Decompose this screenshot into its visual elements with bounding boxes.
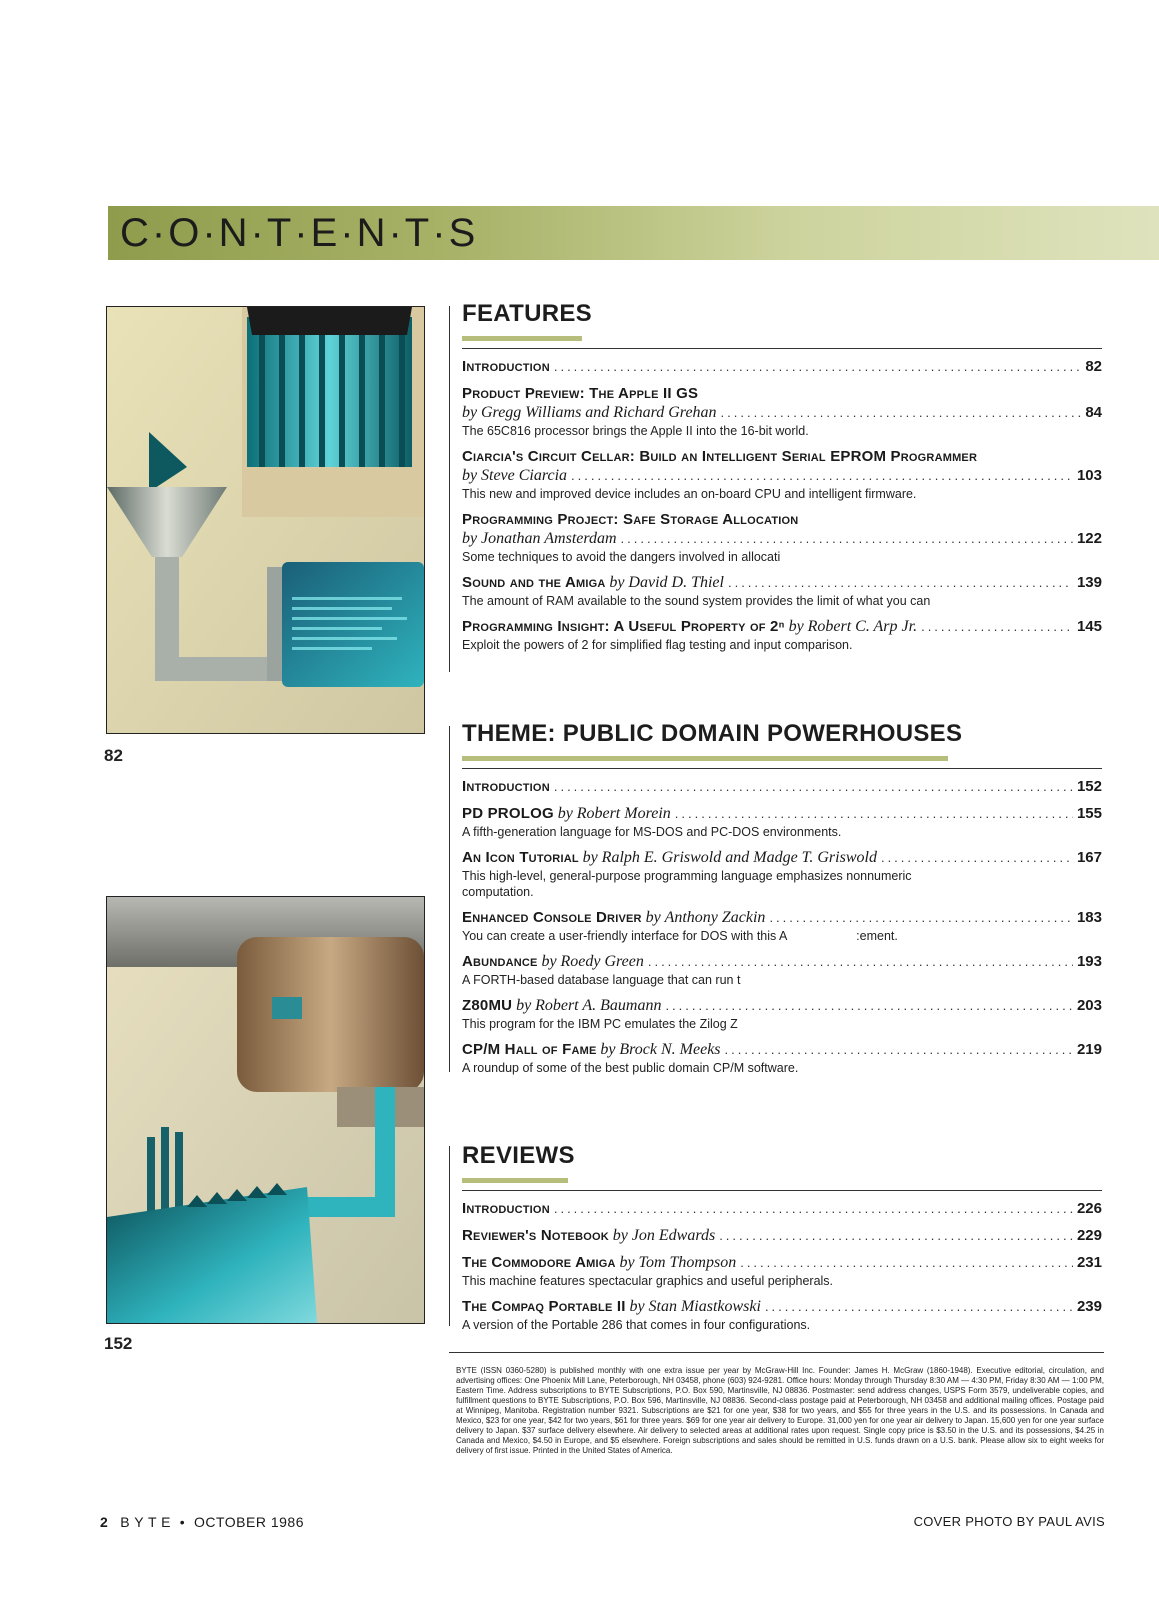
entry-author: Roedy Green xyxy=(560,953,644,970)
entry-author: Tom Thompson xyxy=(638,1254,737,1271)
entry-by: by xyxy=(629,1298,645,1315)
entry-author: Steve Ciarcia xyxy=(481,467,568,484)
page-number: 139 xyxy=(1076,574,1102,591)
entry-by: by xyxy=(462,404,478,421)
entry-author: Jon Edwards xyxy=(631,1227,716,1244)
entry-by: by xyxy=(645,909,661,926)
entry-by: by xyxy=(612,1227,628,1244)
leader-dots xyxy=(765,1297,1073,1316)
entry-author: Gregg Williams and Richard Grehan xyxy=(481,404,717,421)
entry-description: This new and improved device includes an on-board CPU and intelligent firmware. xyxy=(462,487,917,501)
page-number: 103 xyxy=(1076,467,1102,484)
toc-entry[interactable] xyxy=(462,1199,1102,1218)
section-accent-bar xyxy=(462,336,582,341)
toc-entry[interactable] xyxy=(462,777,1102,796)
entry-title: An Icon Tutorial xyxy=(462,849,579,866)
column-divider xyxy=(449,306,450,672)
toc-entry[interactable] xyxy=(462,384,1102,439)
entry-by: by xyxy=(619,1254,635,1271)
entry-description: This program for the IBM PC emulates the Zilog Z xyxy=(462,1017,738,1031)
reviews-section xyxy=(462,1142,1102,1341)
entry-by: by xyxy=(609,574,625,591)
column-divider xyxy=(449,1146,450,1326)
toc-entry[interactable] xyxy=(462,447,1102,502)
entry-description: Exploit the powers of 2 for simplified flag testing and input comparison. xyxy=(462,638,853,652)
figure-label: 152 xyxy=(104,1334,133,1353)
entry-description: The 65C816 processor brings the Apple II into the 16-bit world. xyxy=(462,424,809,438)
page-number: 2 xyxy=(100,1514,109,1530)
page-number: 239 xyxy=(1076,1298,1102,1315)
section-title: FEATURES xyxy=(462,300,592,327)
column-divider xyxy=(449,726,450,1072)
toc-entry[interactable] xyxy=(462,1226,1102,1245)
entry-description: A version of the Portable 286 that comes in four configurations. xyxy=(462,1318,811,1332)
entry-title: Reviewer's Notebook xyxy=(462,1227,609,1244)
magazine-issue: B Y T E • OCTOBER 1986 xyxy=(120,1514,304,1530)
toc-entry[interactable] xyxy=(462,996,1102,1032)
page-number: 219 xyxy=(1076,1041,1102,1058)
entry-title: CP/M Hall of Fame xyxy=(462,1041,597,1058)
page-number: 203 xyxy=(1076,997,1102,1014)
toc-entry[interactable] xyxy=(462,1297,1102,1333)
entry-description: A FORTH-based database language that can run t xyxy=(462,973,741,987)
page-title: C·O·N·T·E·N·T·S xyxy=(120,211,479,255)
page-number: 145 xyxy=(1076,618,1102,635)
entry-author: Ralph E. Griswold and Madge T. Griswold xyxy=(601,849,877,866)
leader-dots xyxy=(665,996,1073,1015)
entry-title: The Compaq Portable II xyxy=(462,1298,626,1315)
entry-description: The amount of RAM available to the sound system provides the limit of what you can xyxy=(462,594,931,608)
entry-by: by xyxy=(582,849,598,866)
leader-dots xyxy=(719,1226,1073,1245)
page-number: 183 xyxy=(1076,909,1102,926)
entry-title: Ciarcia's Circuit Cellar: Build an Intelligent Serial EPROM Programmer xyxy=(462,448,978,465)
page-number: 155 xyxy=(1076,805,1102,822)
publication-notice: BYTE (ISSN 0360-5280) is published monthly with one extra issue per year by McGraw-Hill Inc. Founder: James H. McGraw (1860-1948). Executive editorial, circulation, and advertising offices: One Phoenix Mill Lane, Peterborough, NH 03458, phone (603) 924-9281. Office hours: Monday through Thursday 8:30 AM — 4:30 PM, Friday 8:30 AM — 1:00 PM, Eastern Time. Address subscriptions to BYTE Subscriptions, P.O. Box 590, Martinsville, NJ 08836. Postmaster: send address changes, USPS Form 3579, undeliverable copies, and fulfillment questions to BYTE Subscriptions, P.O. Box 596, Martinsville, NJ 08836. Second-class postage paid at Peterborough, NH 03458 and additional mailing offices. Postage paid at Winnipeg, Manitoba. Registration number 9321. Subscriptions are $21 for one year, $38 for two years, and $55 for three years in the U.S. and its possessions. In Canada and Mexico, $23 for one year, $42 for two years, $61 for three years. $69 for one year air delivery to Europe. 31,000 yen for one year air delivery to Japan. 15,600 yen for one year surface delivery to Japan. $37 surface delivery elsewhere. Air delivery to selected areas at additional rates upon request. Single copy price is $3.50 in the U.S. and its possessions, $4.25 in Canada and Mexico, $4.50 in Europe, and $5 elsewhere. Foreign subscriptions and sales should be remitted in U.S. funds drawn on a U.S. bank. Please allow six to eight weeks for delivery of first issue. Printed in the United States of America. xyxy=(456,1366,1104,1455)
features-section xyxy=(462,300,1102,661)
toc-entry[interactable] xyxy=(462,952,1102,988)
section-rule xyxy=(462,348,1102,349)
entry-description: This machine features spectacular graphics and useful peripherals. xyxy=(462,1274,834,1288)
page-number: 226 xyxy=(1076,1200,1102,1217)
toc-entry[interactable] xyxy=(462,617,1102,653)
entry-author: Brock N. Meeks xyxy=(619,1041,721,1058)
entry-by: by xyxy=(788,618,804,635)
toc-entry[interactable] xyxy=(462,908,1102,944)
entry-author: Jonathan Amsterdam xyxy=(481,530,617,547)
page-number: 229 xyxy=(1076,1227,1102,1244)
entry-description: You can create a user-friendly interface for DOS with this A :ement. xyxy=(462,929,898,943)
section-rule xyxy=(462,1190,1102,1191)
page-number: 152 xyxy=(1076,778,1102,795)
page-number: 167 xyxy=(1076,849,1102,866)
entry-author: Robert Morein xyxy=(576,805,671,822)
toc-entry[interactable] xyxy=(462,804,1102,840)
entry-description: A fifth-generation language for MS-DOS and PC-DOS environments. xyxy=(462,825,842,839)
entry-author: Robert A. Baumann xyxy=(535,997,662,1014)
leader-dots xyxy=(554,357,1081,376)
page-number: 122 xyxy=(1076,530,1102,547)
theme-section xyxy=(462,720,1102,1084)
entry-by: by xyxy=(541,953,557,970)
entry-by: by xyxy=(462,530,478,547)
figure-label: 82 xyxy=(104,746,123,765)
toc-entry[interactable] xyxy=(462,1040,1102,1076)
entry-title: Sound and the Amiga xyxy=(462,574,606,591)
leader-dots xyxy=(921,617,1073,636)
entry-title: Enhanced Console Driver xyxy=(462,909,642,926)
section-accent-bar xyxy=(462,756,948,761)
entry-by: by xyxy=(557,805,573,822)
leader-dots xyxy=(571,466,1073,485)
feature-illustration xyxy=(106,306,425,734)
toc-entry[interactable] xyxy=(462,1253,1102,1289)
entry-description: A roundup of some of the best public domain CP/M software. xyxy=(462,1061,799,1075)
entry-by: by xyxy=(516,997,532,1014)
leader-dots xyxy=(621,529,1073,548)
toc-entry[interactable] xyxy=(462,510,1102,565)
page-number: 193 xyxy=(1076,953,1102,970)
toc-entry[interactable] xyxy=(462,573,1102,609)
toc-entry[interactable] xyxy=(462,848,1102,900)
entry-by: by xyxy=(600,1041,616,1058)
entry-title: Programming Insight: A Useful Property of 2ⁿ xyxy=(462,618,785,635)
entry-title: Product Preview: The Apple II GS xyxy=(462,385,699,402)
entry-title: PD PROLOG xyxy=(462,805,554,822)
page-number: 231 xyxy=(1076,1254,1102,1271)
entry-title: Programming Project: Safe Storage Allocation xyxy=(462,511,799,528)
entry-title: The Commodore Amiga xyxy=(462,1254,616,1271)
section-rule xyxy=(462,768,1102,769)
leader-dots xyxy=(721,403,1082,422)
page-number: 82 xyxy=(1085,358,1102,375)
leader-dots xyxy=(554,777,1073,796)
toc-entry[interactable] xyxy=(462,357,1102,376)
folio xyxy=(100,1514,304,1530)
contents-banner xyxy=(108,206,1159,260)
entry-title: Introduction xyxy=(462,778,550,795)
section-title: REVIEWS xyxy=(462,1142,575,1169)
entry-author: David D. Thiel xyxy=(628,574,724,591)
entry-author: Stan Miastkowski xyxy=(648,1298,761,1315)
leader-dots xyxy=(881,848,1073,867)
entry-title: Introduction xyxy=(462,358,550,375)
footer-rule xyxy=(449,1352,1104,1353)
entry-author: Anthony Zackin xyxy=(664,909,766,926)
entry-title: Abundance xyxy=(462,953,538,970)
entry-title: Z80MU xyxy=(462,997,513,1014)
section-title: THEME: PUBLIC DOMAIN POWERHOUSES xyxy=(462,720,963,747)
leader-dots xyxy=(675,804,1073,823)
section-accent-bar xyxy=(462,1178,568,1183)
entry-description: This high-level, general-purpose programming language emphasizes nonnumeric computation. xyxy=(462,869,912,899)
leader-dots xyxy=(728,573,1073,592)
page-number: 84 xyxy=(1085,404,1102,421)
entry-author: Robert C. Arp Jr. xyxy=(807,618,918,635)
entry-title: Introduction xyxy=(462,1200,550,1217)
cover-credit: COVER PHOTO BY PAUL AVIS xyxy=(913,1514,1105,1529)
leader-dots xyxy=(725,1040,1073,1059)
leader-dots xyxy=(769,908,1073,927)
theme-illustration xyxy=(106,896,425,1324)
leader-dots xyxy=(554,1199,1073,1218)
leader-dots xyxy=(740,1253,1073,1272)
entry-by: by xyxy=(462,467,478,484)
entry-description: Some techniques to avoid the dangers involved in allocati xyxy=(462,550,781,564)
leader-dots xyxy=(648,952,1073,971)
